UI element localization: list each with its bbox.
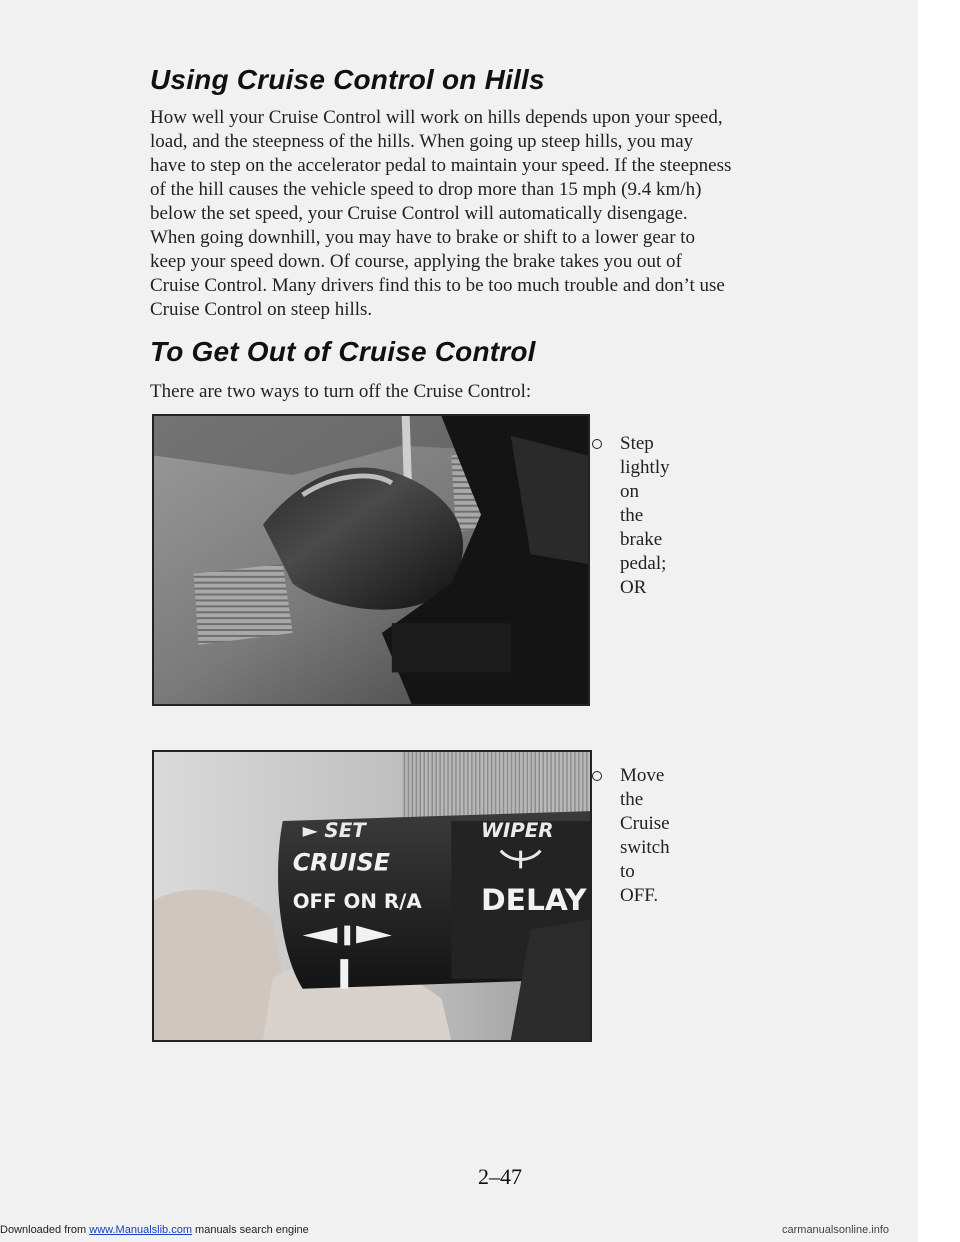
- cruise-switch-photo: [152, 750, 592, 1042]
- bullet-marker: [592, 771, 602, 781]
- hills-paragraph-line-1: How well your Cruise Control will work on hills depends upon your speed,: [150, 107, 723, 128]
- page-margin: [918, 0, 960, 1242]
- hills-paragraph-line-8: Cruise Control. Many drivers find this to be too much trouble and don’t use: [150, 275, 725, 296]
- bullet-switch-text: Move the Cruise switch to OFF.: [620, 765, 670, 906]
- watermark: carmanualsonline.info: [782, 1224, 890, 1236]
- hills-paragraph-line-7: keep your speed down. Of course, applying the brake takes you out of: [150, 251, 682, 272]
- stalk-mode-label: OFF ON R/A: [292, 889, 422, 913]
- hills-paragraph-line-9: Cruise Control on steep hills.: [150, 299, 373, 320]
- stalk-delay-label: DELAY: [481, 881, 587, 917]
- download-footer: [0, 1224, 309, 1236]
- stalk-cruise-label: CRUISE: [292, 848, 391, 877]
- page-number: 2–47: [478, 1164, 522, 1189]
- turn-off-intro: There are two ways to turn off the Cruise Control:: [150, 381, 532, 402]
- heading-cruise-hills: Using Cruise Control on Hills: [150, 64, 545, 95]
- bullet-brake-text: Step lightly on the brake pedal; OR: [620, 433, 670, 598]
- footer-suffix: manuals search engine: [191, 1224, 309, 1236]
- stalk-set-label: SET: [324, 818, 366, 842]
- bullet-marker: [592, 439, 602, 449]
- hills-paragraph-line-6: When going downhill, you may have to brake or shift to a lower gear to: [150, 227, 696, 248]
- heading-get-out-cruise: To Get Out of Cruise Control: [150, 336, 536, 367]
- hills-paragraph-line-2: load, and the steepness of the hills. When going up steep hills, you may: [150, 131, 694, 152]
- manualslib-link[interactable]: www.Manualslib.com: [89, 1224, 192, 1236]
- hills-paragraph-line-5: below the set speed, your Cruise Control will automatically disengage.: [150, 203, 688, 224]
- brake-pedal-photo: [152, 414, 590, 706]
- stalk-wiper-label: WIPER: [481, 818, 554, 842]
- footer-prefix: Downloaded from: [0, 1224, 90, 1236]
- hills-paragraph-line-3: have to step on the accelerator pedal to maintain your speed. If the steepness: [150, 155, 732, 176]
- svg-text:►: ►: [302, 818, 318, 842]
- hills-paragraph-line-4: of the hill causes the vehicle speed to drop more than 15 mph (9.4 km/h): [150, 179, 702, 200]
